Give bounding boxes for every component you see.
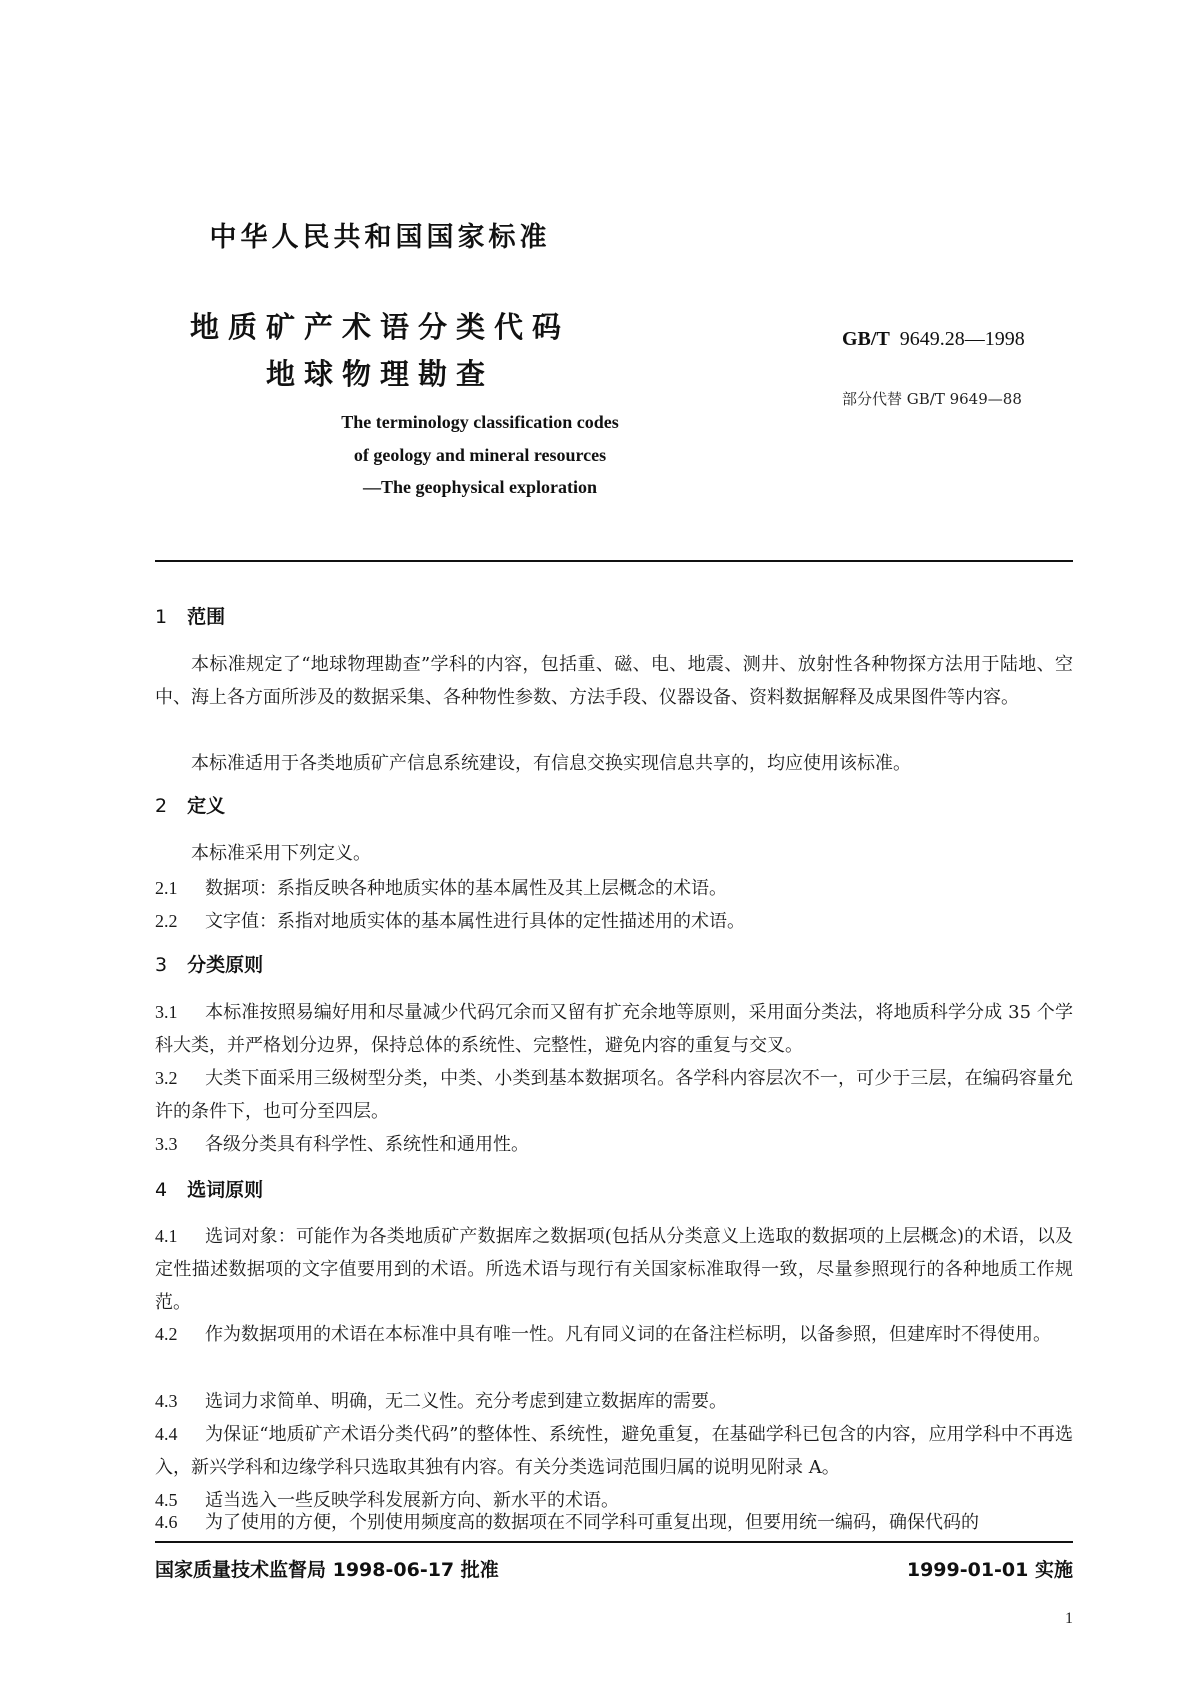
section-title: 分类原则 <box>187 954 264 976</box>
section-number: 1 <box>155 606 168 628</box>
replacement-note: 部分代替 GB/T 9649—88 <box>842 390 1022 408</box>
section-3-heading <box>155 950 263 977</box>
section-2-paragraph-1: 本标准采用下列定义。 <box>191 843 371 864</box>
section-title: 选词原则 <box>187 1179 264 1201</box>
standard-code-prefix: GB/T <box>842 328 890 350</box>
standard-code-number: 9649.28—1998 <box>899 328 1025 350</box>
item-number: 3.3 <box>155 1134 178 1154</box>
item-number: 3.1 <box>155 1002 178 1022</box>
item-text: 为了使用的方便，个别使用频度高的数据项在不同学科可重复出现，但要用统一编码，确保代码的 <box>205 1512 979 1533</box>
section-4-item-1 <box>155 1220 1073 1319</box>
item-text: 各级分类具有科学性、系统性和通用性。 <box>205 1134 529 1155</box>
section-3-item-3 <box>155 1128 1073 1161</box>
english-title-line3: —The geophysical exploration <box>362 477 597 497</box>
section-1-heading <box>155 602 225 629</box>
section-4-item-3 <box>155 1385 1073 1418</box>
item-number: 4.6 <box>155 1512 178 1532</box>
standard-code <box>842 328 1025 351</box>
section-1-paragraph-2: 本标准适用于各类地质矿产信息系统建设，有信息交换实现信息共享的，均应使用该标准。 <box>191 753 911 774</box>
item-text: 适当选入一些反映学科发展新方向、新水平的术语。 <box>205 1490 619 1511</box>
item-text: 文字值：系指对地质实体的基本属性进行具体的定性描述用的术语。 <box>205 911 745 932</box>
section-4-item-2 <box>155 1318 1073 1351</box>
section-3-item-2 <box>155 1062 1073 1128</box>
item-text: 作为数据项用的术语在本标准中具有唯一性。凡有同义词的在备注栏标明，以备参照，但建库时不得使用。 <box>205 1324 1051 1345</box>
english-title-line1: The terminology classification codes <box>341 412 619 432</box>
item-text: 为保证“地质矿产术语分类代码”的整体性、系统性，避免重复，在基础学科已包含的内容，应用学科中不再选入，新兴学科和边缘学科只选取其独有内容。有关分类选词范围归属的说明见附录 A。 <box>155 1424 1073 1478</box>
section-1-paragraph-1: 本标准规定了“地球物理勘查”学科的内容，包括重、磁、电、地震、测井、放射性各种物探方法用于陆地、空中、海上各方面所涉及的数据采集、各种物性参数、方法手段、仪器设备、资料数据解释及成果图件等内容。 <box>155 654 1073 708</box>
item-number: 4.1 <box>155 1226 178 1246</box>
item-number: 4.4 <box>155 1424 178 1444</box>
implementation-date: 1999-01-01 实施 <box>906 1559 1073 1581</box>
footer-divider <box>155 1541 1073 1543</box>
item-number: 2.2 <box>155 911 178 931</box>
header-divider <box>155 560 1073 562</box>
chinese-title-line2: 地球物理勘查 <box>265 357 494 391</box>
section-3-item-1 <box>155 996 1073 1062</box>
section-number: 4 <box>155 1179 168 1201</box>
section-4-item-4 <box>155 1418 1073 1484</box>
item-text: 本标准按照易编好用和尽量减少代码冗余而又留有扩充余地等原则，采用面分类法，将地质科学分成 35 个学科大类，并严格划分边界，保持总体的系统性、完整性，避免内容的重复与交叉。 <box>155 1002 1073 1056</box>
item-number: 3.2 <box>155 1068 178 1088</box>
item-number: 4.2 <box>155 1324 178 1344</box>
english-title-line2: of geology and mineral resources <box>353 445 607 465</box>
section-2-item-2 <box>155 905 1073 938</box>
item-number: 4.5 <box>155 1490 178 1510</box>
section-title: 范围 <box>187 606 226 628</box>
item-text: 选词力求简单、明确，无二义性。充分考虑到建立数据库的需要。 <box>205 1391 727 1412</box>
chinese-title-line1: 地质矿产术语分类代码 <box>189 310 570 344</box>
section-4-item-6 <box>155 1506 1073 1539</box>
item-number: 4.3 <box>155 1391 178 1411</box>
section-2-item-1 <box>155 872 1073 905</box>
section-2-heading <box>155 791 225 818</box>
item-text: 数据项：系指反映各种地质实体的基本属性及其上层概念的术语。 <box>205 878 727 899</box>
item-number: 2.1 <box>155 878 178 898</box>
approval-info: 国家质量技术监督局 1998-06-17 批准 <box>155 1559 499 1581</box>
section-number: 3 <box>155 954 168 976</box>
item-text: 大类下面采用三级树型分类，中类、小类到基本数据项名。各学科内容层次不一，可少于三层，在编码容量允许的条件下，也可分至四层。 <box>155 1068 1073 1122</box>
national-standard-title: 中华人民共和国国家标准 <box>209 222 551 253</box>
item-text: 选词对象：可能作为各类地质矿产数据库之数据项(包括从分类意义上选取的数据项的上层概念)的术语，以及定性描述数据项的文字值要用到的术语。所选术语与现行有关国家标准取得一致，尽量参照现行的各种地质工作规范。 <box>155 1226 1073 1313</box>
section-4-heading <box>155 1175 263 1202</box>
section-title: 定义 <box>187 795 226 817</box>
page-number: 1 <box>1065 1610 1073 1627</box>
section-number: 2 <box>155 795 168 817</box>
